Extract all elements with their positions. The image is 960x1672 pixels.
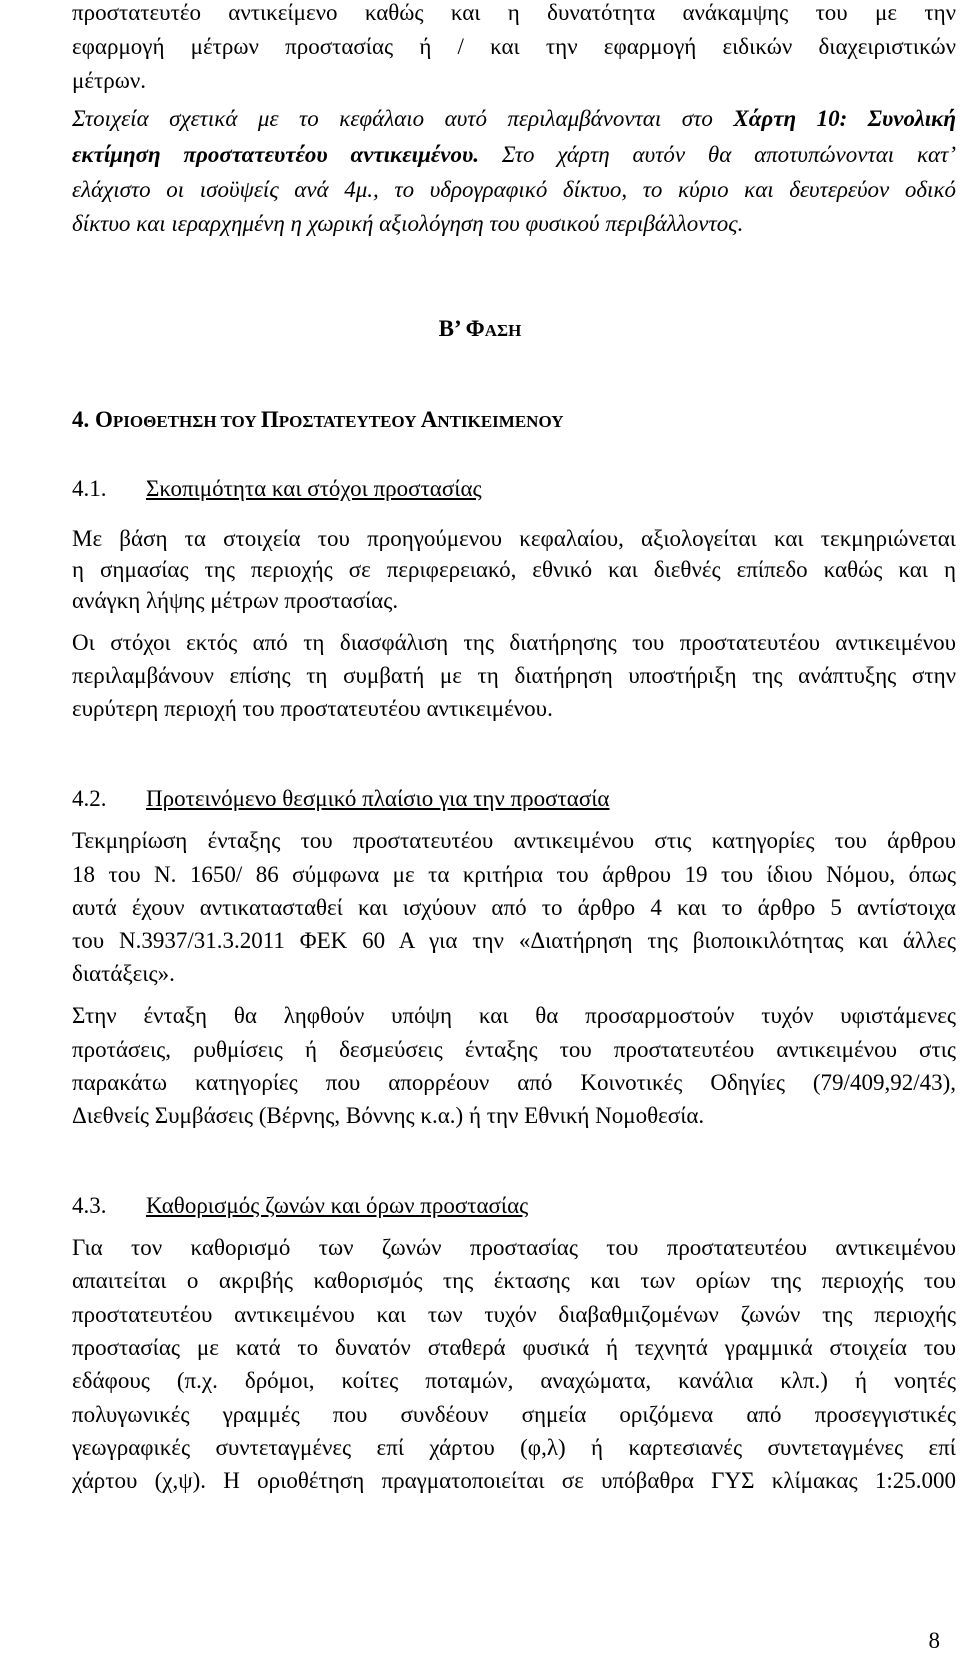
paragraph-line: χάρτου (χ,ψ). Η οριοθέτηση πραγματοποιείται σε υπόβαθρα ΓΥΣ κλίμακας 1:25.000 [72,1468,956,1493]
section-heading [72,474,956,504]
paragraph-line: εφαρμογή μέτρων προστασίας ή / και την εφαρμογή ειδικών διαχειριστικών [72,34,956,59]
paragraph-line: προτάσεις, ρυθμίσεις ή δεσμεύσεις ένταξης του προστατευτέου αντικειμένου στις [72,1037,956,1062]
section-heading [72,784,956,814]
paragraph-line: περιλαμβάνουν επίσης τη συμβατή με τη διατήρηση υποστήριξη της ανάπτυξης στην [72,663,956,688]
paragraph-line: παρακάτω κατηγορίες που απορρέουν από Κοινοτικές Οδηγίες (79/409,92/43), [72,1070,956,1095]
page-number: 8 [928,1628,940,1653]
section-title: Σκοπιμότητα και στόχοι προστασίας [146,476,482,501]
paragraph-line: ελάχιστο οι ισοϋψείς ανά 4μ., το υδρογραφικό δίκτυο, το κύριο και δευτερεύον οδικό [72,177,956,202]
map-reference: Χάρτη 10: Συνολική [733,106,956,131]
paragraph-line: Στοιχεία σχετικά με το κεφάλαιο αυτό περιλαμβάνονται στο Χάρτη 10: Συνολική [72,106,956,131]
paragraph-line: Οι στόχοι εκτός από τη διασφάλιση της διατήρησης του προστατευτέου αντικειμένου [72,630,956,655]
paragraph-line: Τεκμηρίωση ένταξης του προστατευτέου αντικειμένου στις κατηγορίες του άρθρου [72,828,956,853]
section-number: 4.3. [72,1193,107,1218]
paragraph-line: Για τον καθορισμό των ζωνών προστασίας του προστατευτέου αντικειμένου [72,1235,956,1260]
paragraph-line: εκτίμηση προστατευτέου αντικειμένου. Στο χάρτη αυτόν θα αποτυπώνονται κατ’ [72,142,956,167]
section-number: 4.2. [72,786,107,811]
paragraph-line: Με βάση τα στοιχεία του προηγούμενου κεφαλαίου, αξιολογείται και τεκμηριώνεται [72,526,956,551]
paragraph-line: απαιτείται ο ακριβής καθορισμός της έκτασης και των ορίων της περιοχής του [72,1268,956,1293]
paragraph-line: εδάφους (π.χ. δρόμοι, κοίτες ποταμών, αναχώματα, κανάλια κλπ.) ή νοητές [72,1368,956,1393]
paragraph-line: προστατευτέο αντικείμενο καθώς και η δυνατότητα ανάκαμψης του με την [72,0,956,25]
paragraph-line: μέτρων. [72,68,146,93]
paragraph-line: 18 του Ν. 1650/ 86 σύμφωνα με τα κριτήρια του άρθρου 19 του ίδιου Νόμου, όπως [72,862,956,887]
paragraph-line: προστατευτέου αντικειμένου και των τυχόν διαβαθμιζομένων ζωνών της περιοχής [72,1302,956,1327]
map-reference: εκτίμηση προστατευτέου αντικειμένου. [72,142,480,167]
section-heading [72,1191,956,1221]
chapter-heading: 4. ΟΡΙΟΘΕΤΗΣΗ ΤΟΥ ΠΡΟΣΤΑΤΕΥΤΕΟΥ ΑΝΤΙΚΕΙΜΕΝΟΥ [72,407,564,432]
paragraph-line: αυτά έχουν αντικατασταθεί και ισχύουν από το άρθρο 4 και το άρθρο 5 αντίστοιχα [72,895,956,920]
paragraph-line: προστασίας με κατά το δυνατόν σταθερά φυσικά ή τεχνητά γραμμικά στοιχεία του [72,1335,956,1360]
phase-heading: Β’ ΦΑΣΗ [438,316,522,341]
paragraph-line: δίκτυο και ιεραρχημένη η χωρική αξιολόγηση του φυσικού περιβάλλοντος. [72,211,744,236]
paragraph-line: ευρύτερη περιοχή του προστατευτέου αντικειμένου. [72,696,553,721]
section-number: 4.1. [72,476,107,501]
paragraph-line: ανάγκη λήψης μέτρων προστασίας. [72,588,399,613]
section-title: Καθορισμός ζωνών και όρων προστασίας [146,1193,529,1218]
paragraph-line: διατάξεις». [72,961,175,986]
paragraph-line: γεωγραφικές συντεταγμένες επί χάρτου (φ,λ) ή καρτεσιανές συντεταγμένες επί [72,1435,956,1460]
section-title: Προτεινόμενο θεσμικό πλαίσιο για την προστασία [146,786,610,811]
paragraph-line: Στην ένταξη θα ληφθούν υπόψη και θα προσαρμοστούν τυχόν υφιστάμενες [72,1003,956,1028]
paragraph-line: η σημασίας της περιοχής σε περιφερειακό, εθνικό και διεθνές επίπεδο καθώς και η [72,557,956,582]
paragraph-line: Διεθνείς Συμβάσεις (Βέρνης, Βόννης κ.α.) ή την Εθνική Νομοθεσία. [72,1103,705,1128]
paragraph-line: του Ν.3937/31.3.2011 ΦΕΚ 60 Α για την «Διατήρηση της βιοποικιλότητας και άλλες [72,928,956,953]
paragraph-line: πολυγωνικές γραμμές που συνδέουν σημεία οριζόμενα από προσεγγιστικές [72,1402,956,1427]
